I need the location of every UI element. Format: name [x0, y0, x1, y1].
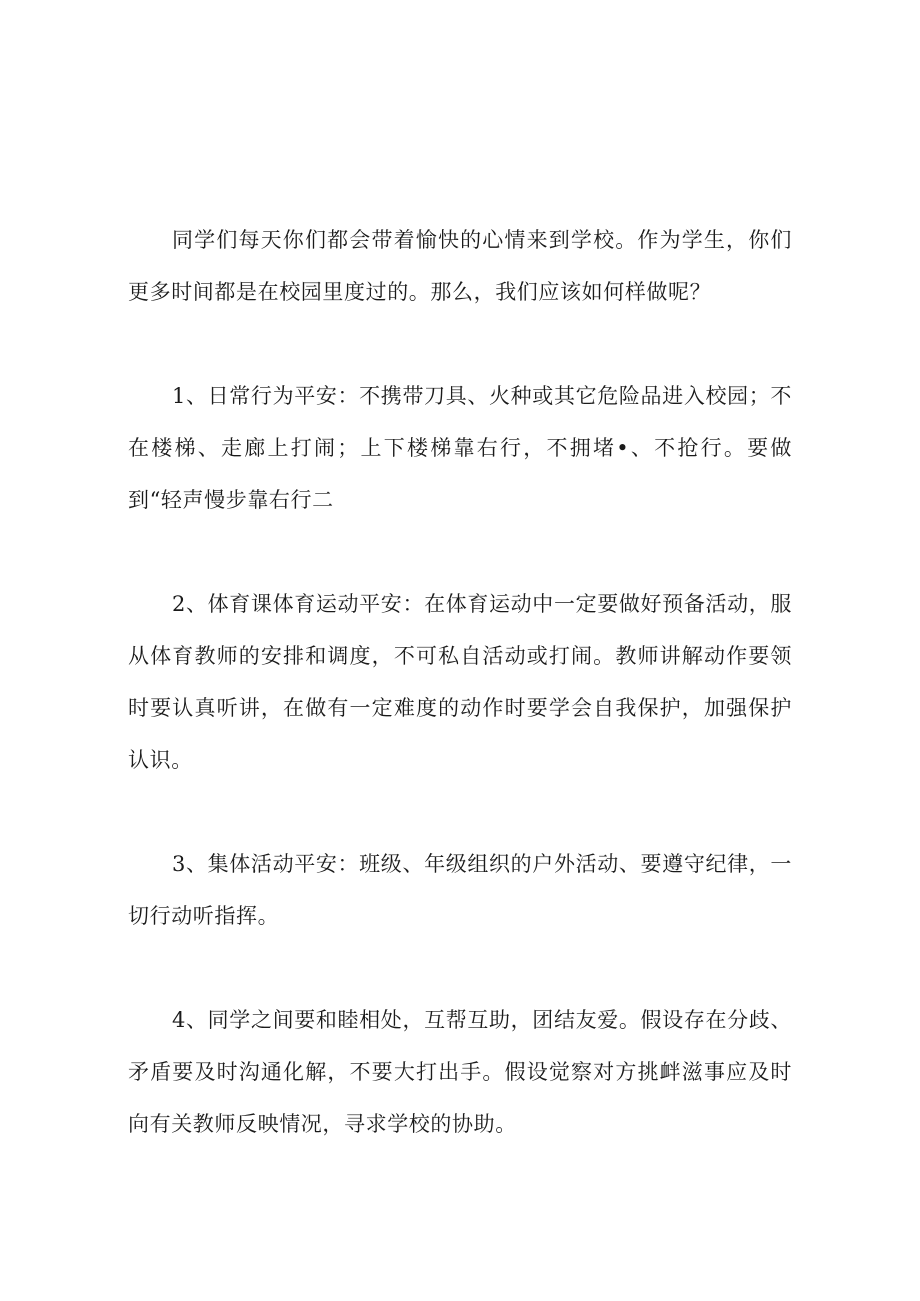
document-body	[128, 214, 792, 1202]
paragraph-intro: 同学们每天你们都会带着愉快的心情来到学校。作为学生，你们更多时间都是在校园里度过的。那么，我们应该如何样做呢？	[128, 228, 792, 304]
paragraph-item-2: 2、体育课体育运动平安：在体育运动中一定要做好预备活动，服从体育教师的安排和调度，不可私自活动或打闹。教师讲解动作要领时要认真听讲，在做有一定难度的动作时要学会自我保护，加强保护认识。	[128, 592, 792, 772]
paragraph-item-4: 4、同学之间要和睦相处，互帮互助，团结友爱。假设存在分歧、矛盾要及时沟通化解，不要大打出手。假设觉察对方挑衅滋事应及时向有关教师反映情况，寻求学校的协助。	[128, 1008, 792, 1136]
paragraph-item-1: 1、日常行为平安：不携带刀具、火种或其它危险品进入校园；不在楼梯、走廊上打闹；上下楼梯靠右行，不拥堵•、不抢行。要做到“轻声慢步靠右行二	[128, 384, 792, 512]
paragraph-item-3: 3、集体活动平安：班级、年级组织的户外活动、要遵守纪律，一切行动听指挥。	[128, 852, 792, 928]
